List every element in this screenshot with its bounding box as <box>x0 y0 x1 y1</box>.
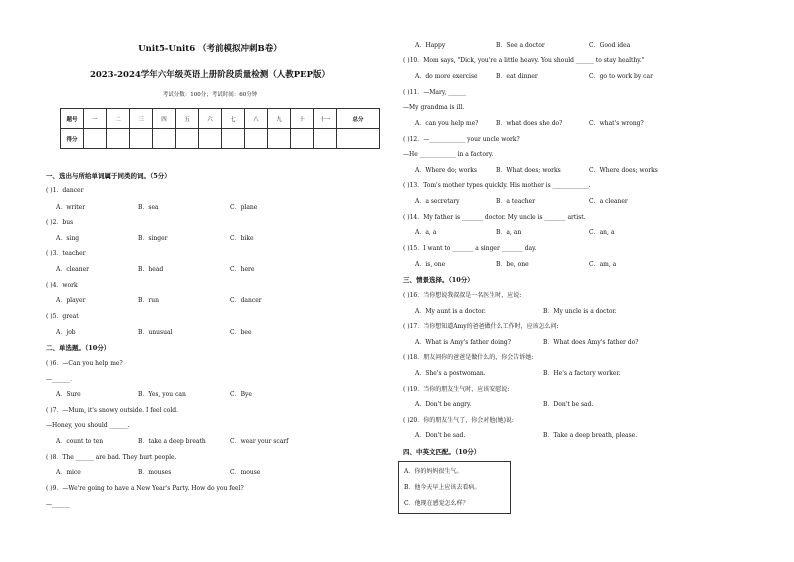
question-9-option-a[interactable]: A．Happy <box>415 42 446 49</box>
question-15-stem: ( )15．I want to _______ a singer _______ day. <box>403 245 537 252</box>
question-11-stem: ( )11．—Mary, ______ <box>403 89 467 96</box>
question-1-option-b[interactable]: B．sea <box>138 204 159 211</box>
question-3-option-a[interactable]: A．cleaner <box>56 266 90 273</box>
question-6-option-c[interactable]: C．Bye <box>230 391 252 398</box>
question-2-stem: ( )2．bus <box>46 219 74 226</box>
score-table-col-5: 五 <box>176 109 199 129</box>
question-6-option-b[interactable]: B．Yes, you can <box>138 391 186 398</box>
question-7-option-b[interactable]: B．take a deep breath <box>138 438 206 445</box>
question-9-stem: ( )9．—We're going to have a New Year's Party. How do you feel? <box>46 485 244 492</box>
question-1-option-c[interactable]: C．plane <box>230 204 258 211</box>
score-cell[interactable] <box>337 129 380 149</box>
question-15-option-a[interactable]: A．is, one <box>415 261 446 268</box>
question-18-stem: ( )18．朋友问你的爸爸是做什么的，你会告诉她: <box>403 354 534 361</box>
question-5-option-c[interactable]: C．bee <box>230 329 252 336</box>
question-16-option-b[interactable]: B．My uncle is a doctor. <box>543 308 617 315</box>
question-17-stem: ( )17．当你想知道Amy的爸爸做什么工作时，应该怎么问: <box>403 323 559 330</box>
question-2-option-b[interactable]: B．singer <box>138 235 168 242</box>
score-table-col-4: 四 <box>153 109 176 129</box>
question-3-option-c[interactable]: C．here <box>230 266 255 273</box>
question-20-option-a[interactable]: A．Don't be sad. <box>415 432 466 439</box>
score-cell[interactable] <box>130 129 153 149</box>
score-cell[interactable] <box>199 129 222 149</box>
matching-box <box>398 461 511 514</box>
section-2-title: 二、单选题。（10分） <box>46 344 111 352</box>
question-1-stem: ( )1．dancer <box>46 187 84 194</box>
question-1-option-a[interactable]: A．writer <box>56 204 86 211</box>
question-3-stem: ( )3．teacher <box>46 250 86 257</box>
question-6-option-a[interactable]: A．Sure <box>56 391 81 398</box>
question-18-option-b[interactable]: B．He's a factory worker. <box>543 370 621 377</box>
score-table-total-header: 总分 <box>337 109 380 129</box>
question-13-option-c[interactable]: C．a cleaner <box>589 198 628 205</box>
question-2-option-a[interactable]: A．sing <box>56 235 80 242</box>
question-10-stem: ( )10．Mom says, "Dick, you're a little heavy. You should ______ to stay healthy." <box>403 57 645 64</box>
question-19-option-a[interactable]: A．Don't be angry. <box>415 401 472 408</box>
section-1-title: 一、选出与所给单词属于同类的词。（5分） <box>46 172 171 180</box>
question-16-option-a[interactable]: A．My aunt is a doctor. <box>415 308 486 315</box>
question-13-stem: ( )13．Tom's mother types quickly. His mother is ____________. <box>403 182 591 189</box>
question-11-reply: —My grandma is ill. <box>403 104 465 111</box>
question-9-reply: —______ <box>46 501 70 508</box>
score-table-col-3: 三 <box>130 109 153 129</box>
question-13-option-a[interactable]: A．a secretary <box>415 198 460 205</box>
question-10-option-a[interactable]: A．do more exercise <box>415 73 478 80</box>
score-cell[interactable] <box>84 129 107 149</box>
question-8-option-c[interactable]: C．mouse <box>230 469 261 476</box>
score-table-col-11: 十一 <box>314 109 337 129</box>
score-table-col-8: 八 <box>245 109 268 129</box>
question-11-option-b[interactable]: B．what does she do? <box>496 120 563 127</box>
score-cell[interactable] <box>176 129 199 149</box>
question-19-option-b[interactable]: B．Don't be sad. <box>543 401 594 408</box>
question-5-option-a[interactable]: A．job <box>56 329 76 336</box>
question-20-stem: ( )20．你的朋友生气了，你会对他(她)说: <box>403 417 514 424</box>
question-19-stem: ( )19．当你的朋友生气时，应该安慰说: <box>403 386 510 393</box>
question-20-option-b[interactable]: B．Take a deep breath, please. <box>543 432 638 439</box>
score-table <box>60 108 380 149</box>
question-4-option-b[interactable]: B．run <box>138 297 160 304</box>
score-cell[interactable] <box>314 129 337 149</box>
score-cell[interactable] <box>245 129 268 149</box>
exam-title: Unit5-Unit6 （考前模拟冲刺B卷） <box>138 44 282 54</box>
matching-item-b: B．他今天早上应该去看病。 <box>404 484 481 491</box>
question-7-stem: ( )7．—Mum, it's snowy outside. I feel cold. <box>46 407 179 414</box>
question-6-reply: —______. <box>46 376 72 383</box>
score-table-col-6: 六 <box>199 109 222 129</box>
score-table-col-7: 七 <box>222 109 245 129</box>
question-12-stem: ( )12．—____________ your uncle work? <box>403 136 520 143</box>
question-7-option-c[interactable]: C．wear your scarf <box>230 438 289 445</box>
question-18-option-a[interactable]: A．She's a postwoman. <box>415 370 486 377</box>
question-5-option-b[interactable]: B．unusual <box>138 329 173 336</box>
score-cell[interactable] <box>153 129 176 149</box>
matching-item-c: C．他现在感觉怎么样？ <box>404 500 469 507</box>
question-8-option-b[interactable]: B．mouses <box>138 469 172 476</box>
question-12-option-b[interactable]: B．What does; works <box>496 167 561 174</box>
score-table-row-label: 得分 <box>61 129 84 149</box>
question-12-option-c[interactable]: C．Where does; works <box>589 167 658 174</box>
question-11-option-c[interactable]: C．what's wrong? <box>589 120 644 127</box>
question-14-option-a[interactable]: A．a, a <box>415 229 437 236</box>
question-2-option-c[interactable]: C．bike <box>230 235 254 242</box>
score-table-row-label: 题号 <box>61 109 84 129</box>
score-cell[interactable] <box>107 129 130 149</box>
question-4-option-c[interactable]: C．dancer <box>230 297 262 304</box>
score-cell[interactable] <box>222 129 245 149</box>
score-cell[interactable] <box>291 129 314 149</box>
question-6-stem: ( )6．—Can you help me? <box>46 360 123 367</box>
score-table-col-9: 九 <box>268 109 291 129</box>
question-12-option-a[interactable]: A．Where do; works <box>415 167 477 174</box>
question-11-option-a[interactable]: A．can you help me? <box>415 120 479 127</box>
question-10-option-b[interactable]: B．eat dinner <box>496 73 538 80</box>
question-15-option-b[interactable]: B．be, one <box>496 261 529 268</box>
question-14-option-b[interactable]: B．a, an <box>496 229 522 236</box>
question-8-option-a[interactable]: A．mice <box>56 469 81 476</box>
score-table-score-row <box>61 129 380 149</box>
question-5-stem: ( )5．great <box>46 313 79 320</box>
question-8-stem: ( )8．The ______ are bad. They hurt people. <box>46 454 177 461</box>
exam-info: 考试分数：100分；考试时间：60分钟 <box>162 92 258 98</box>
score-table-col-10: 十 <box>291 109 314 129</box>
question-17-option-a[interactable]: A．What is Amy's father doing? <box>415 339 511 346</box>
question-12-reply: —He ____________ in a factory. <box>403 151 494 158</box>
question-10-option-c[interactable]: C．go to work by car <box>589 73 653 80</box>
section-4-title: 四、中英文匹配。（10分） <box>403 448 481 456</box>
question-17-option-b[interactable]: B．What does Amy's father do? <box>543 339 639 346</box>
question-14-stem: ( )14．My father is _______ doctor. My uncle is _______ artist. <box>403 214 586 221</box>
question-7-reply: —Honey, you should ______. <box>46 422 130 429</box>
matching-item-a: A．你的妈妈很生气。 <box>404 468 463 475</box>
question-15-option-c[interactable]: C．am, a <box>589 261 617 268</box>
exam-subtitle: 2023-2024学年六年级英语上册阶段质量检测（人教PEP版） <box>89 70 331 80</box>
question-4-stem: ( )4．work <box>46 282 78 289</box>
section-3-title: 三、情景选择。（10分） <box>403 276 474 284</box>
question-9-option-c[interactable]: C．Good idea <box>589 42 631 49</box>
question-14-option-c[interactable]: C．an, a <box>589 229 615 236</box>
score-cell[interactable] <box>268 129 291 149</box>
question-7-option-a[interactable]: A．count to ten <box>56 438 104 445</box>
question-9-option-b[interactable]: B．See a doctor <box>496 42 545 49</box>
question-3-option-b[interactable]: B．head <box>138 266 164 273</box>
score-table-col-2: 二 <box>107 109 130 129</box>
question-16-stem: ( )16．当你想说我叔叔是一名医生时，应说: <box>403 292 522 299</box>
score-table-header-row <box>61 109 380 129</box>
question-4-option-a[interactable]: A．player <box>56 297 86 304</box>
score-table-col-1: 一 <box>84 109 107 129</box>
question-13-option-b[interactable]: B．a teacher <box>496 198 536 205</box>
